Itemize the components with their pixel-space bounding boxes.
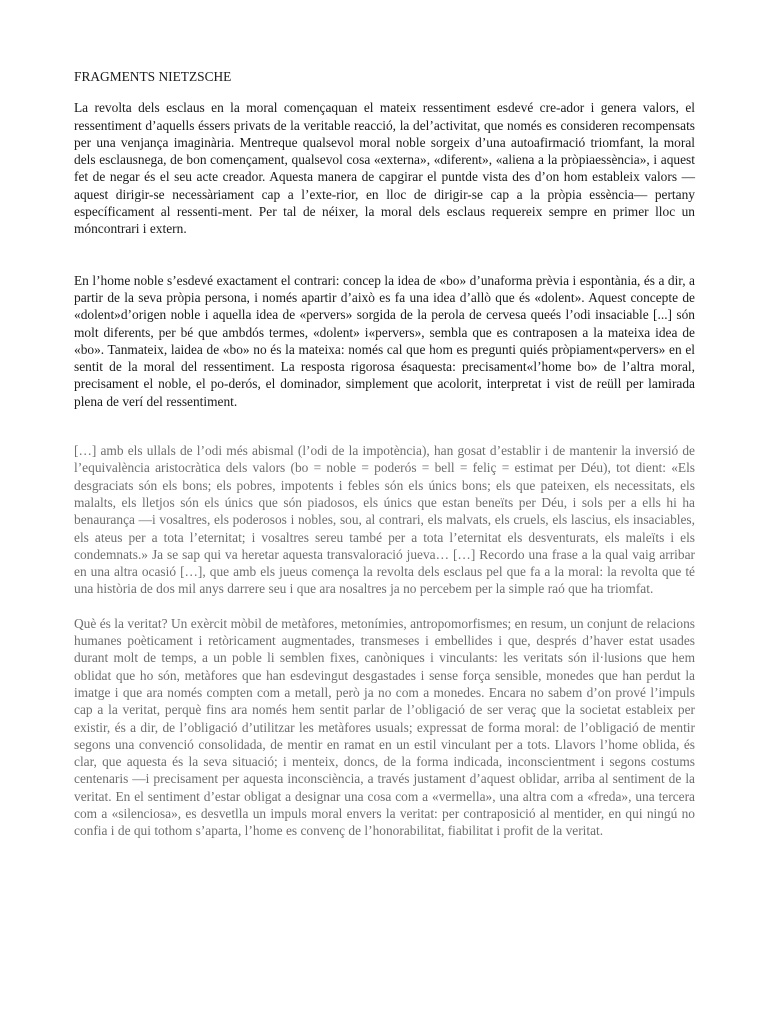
paragraph-noble-man: En l’home noble s’esdevé exactament el contrari: concep la idea de «bo» d’unaforma prèvia i espontània, és a dir, a partir de la seva pròpia persona, i només apartir d’això es fa una idea d’allò que és «dolent». Aquest concepte de «dolent»d’origen noble i aquella idea de «pervers» sorgida de la perola de cervesa queés l’odi insaciable [...] són molt diferents, per bé que ambdós termes, «dolent» i«pervers», sembla que es contraposen a la mateixa idea de «bo». Tanmateix, laidea de «bo» no és la mateixa: només cal que hom es pregunti quiés pròpiament«pervers» en el sentit de la moral del ressentiment. La resposta rigorosa ésaquesta: precisament«l’home bo» de l’altra moral, precisament el noble, el po-derós, el dominador, simplement que acolorit, interpretat i vist de reüll per lamirada plena de verí del ressentiment.	[74, 272, 695, 409]
quote-ressentiment: […] amb els ullals de l’odi més abismal (l’odi de la impotència), han gosat d’establir i de mantenir la inversió de l’equivalència aristocràtica dels valors (bo = noble = poderós = bell = feliç = estimat per Déu), tot dient: «Els desgraciats són els bons; els pobres, impotents i febles són els únics bons; els que pateixen, els necessitats, els malalts, els lletjos són els únics que són piadosos, els únics que estan beneïts per Déu, i sols per a ells hi ha benaurança —i vosaltres, els poderosos i nobles, sou, al contrari, els malvats, els cruels, els lascius, els insaciables, els ateus per a tota l’eternitat; i vosaltres sereu també per a tota l’eternitat els desventurats, els maleïts i els condemnats.» Ja se sap qui va heretar aquesta transvaloració jueva… […] Recordo una frase a la qual vaig arribar en una altra ocasió […], que amb els jueus comença la revolta dels esclaus pel que fa a la moral: la revolta que té una història de dos mil anys darrere seu i que ara nosaltres ja no percebem per la simple raó que ha triomfat.	[74, 443, 695, 597]
document-title: FRAGMENTS NIETZSCHE	[74, 69, 232, 84]
paragraph-slave-revolt: La revolta dels esclaus en la moral començaquan el mateix ressentiment esdevé cre-ador i genera valors, el ressentiment d’aquells éssers privats de la veritable reacció, la del’activitat, que només es consideren recompensats per una venjança imaginària. Mentreque qualsevol moral noble sorgeix d’una autoafirmació triomfant, la moral dels esclausnega, de bon començament, qualsevol cosa «externa», «diferent», «aliena a la pròpiaessència», i aquest fet de negar és el seu acte creador. Aquesta manera de capgirar el puntde vista des d’on hom estableix valors —aquest dirigir-se necessàriament cap a l’exte-rior, en lloc de dirigir-se cap a la pròpia essència— pertany específicament al ressenti-ment. Per tal de néixer, la moral dels esclaus requereix sempre en primer lloc un móncontrari i extern.	[74, 100, 695, 237]
document-page	[74, 68, 695, 840]
quote-truth: Què és la veritat? Un exèrcit mòbil de metàfores, metonímies, antropomorfismes; en resum, un conjunt de relacions humanes poèticament i retòricament augmentades, transmeses i embellides i que, després d’haver estat usades durant molt de temps, a un poble li semblen fixes, canòniques i vinculants: les veritats són il·lusions que hem oblidat que ho són, metàfores que han esdevingut desgastades i sense força sensible, monedes que han perdut la imatge i que ara només compten com a metall, però ja no com a monedes. Encara no sabem d’on prové l’impuls cap a la veritat, perquè fins ara només hem sentit parlar de l’obligació de ser veraç que la societat estableix per existir, és a dir, de l’obligació d’utilitzar les metàfores usuals; expressat de forma moral: de l’obligació de mentir segons una convenció consolidada, de mentir en ramat en un estil vinculant per a tots. Llavors l’home oblida, és clar, que aquesta és la seva situació; i menteix, doncs, de la forma indicada, inconscientment i segons costums centenaris —i precisament per aquesta inconsciència, a través justament d’aquest oblidar, arriba al sentiment de la veritat. En el sentiment d’estar obligat a designar una cosa com a «vermella», una altra com a «freda», una tercera com a «silenciosa», es desvetlla un impuls moral envers la veritat: per contraposició al mentider, en qui ningú no confia i de qui tothom s’aparta, l’home es convenç de l’honorabilitat, fiabilitat i profit de la veritat.	[74, 615, 695, 839]
